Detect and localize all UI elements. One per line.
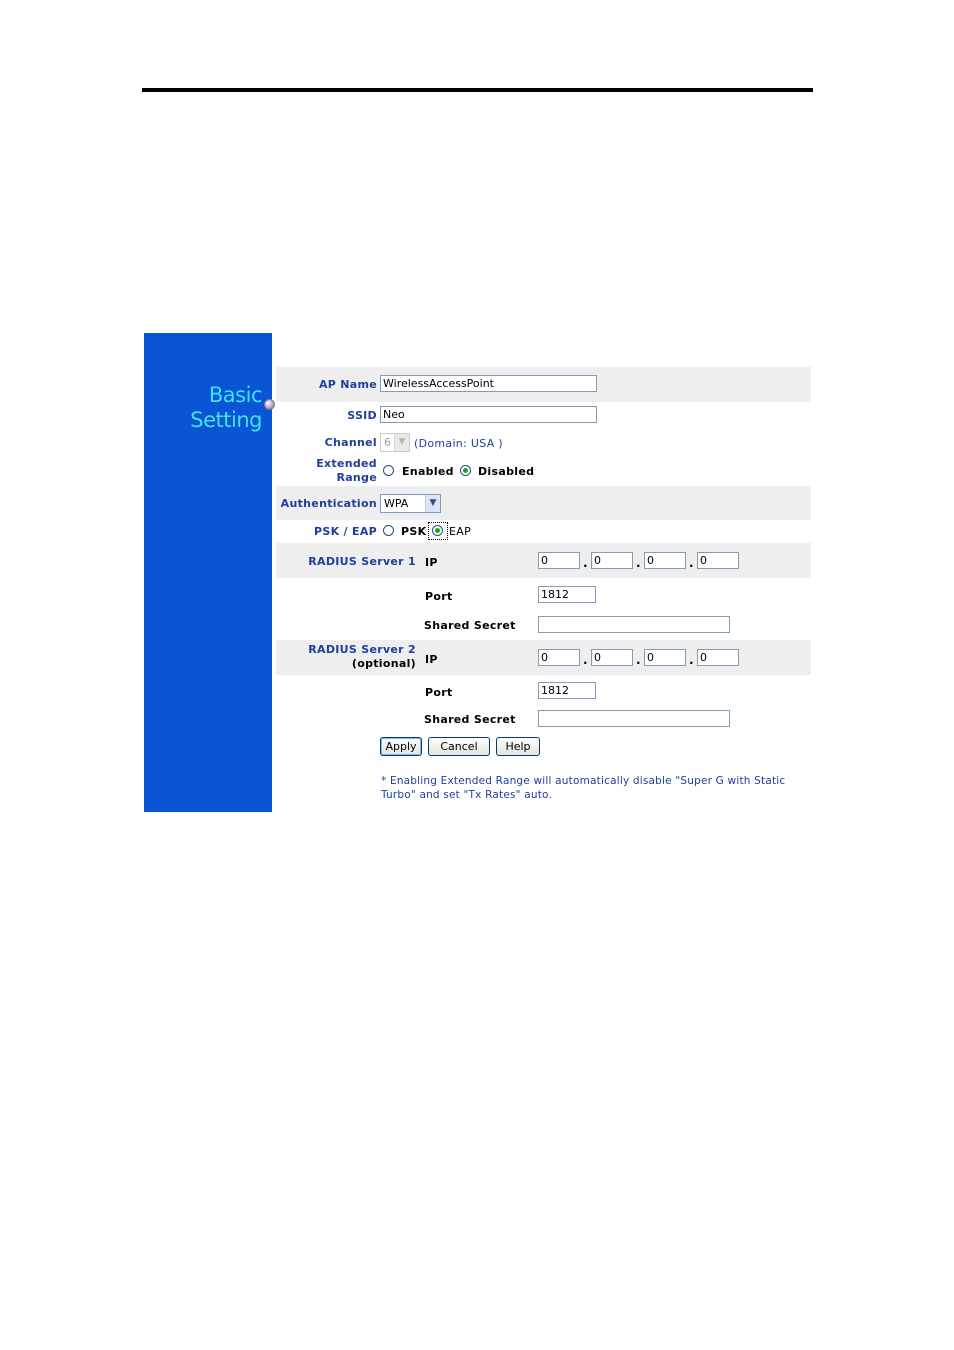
channel-select[interactable]: [380, 433, 410, 452]
psk-eap-label: PSK / EAP: [314, 525, 377, 538]
radius1-port-input[interactable]: 1812: [538, 586, 596, 603]
radius2-ip-octet1[interactable]: 0: [538, 649, 580, 666]
radius1-ip-octet3[interactable]: 0: [644, 552, 686, 569]
radius1-ip-octet1[interactable]: 0: [538, 552, 580, 569]
radius2-label-line2: (optional): [351, 657, 416, 670]
radius2-ip-octet3[interactable]: 0: [644, 649, 686, 666]
radius2-secret-label: Shared Secret: [424, 713, 516, 726]
radius2-secret-input[interactable]: [538, 710, 730, 727]
channel-label: Channel: [324, 436, 377, 449]
channel-value: 6: [384, 436, 391, 449]
ssid-input[interactable]: Neo: [380, 406, 597, 423]
ip-separator: .: [583, 556, 588, 570]
note-line1: * Enabling Extended Range will automatically disable "Super G with Static: [381, 775, 786, 787]
radius1-port-label: Port: [425, 590, 453, 603]
chevron-down-icon: ▼: [394, 434, 409, 451]
psk-label: PSK: [401, 525, 427, 538]
ip-separator: .: [636, 556, 641, 570]
ip-separator: .: [689, 653, 694, 667]
eap-label: EAP: [449, 525, 472, 538]
extended-range-label-line2: Range: [336, 471, 377, 484]
radius2-port-label: Port: [425, 686, 453, 699]
radius2-ip-octet4[interactable]: 0: [697, 649, 739, 666]
ap-name-label: AP Name: [318, 378, 377, 391]
top-rule: [142, 88, 813, 92]
bullet-icon: [264, 399, 275, 410]
radius1-ip-label: IP: [425, 556, 438, 569]
extended-range-disabled-label: Disabled: [478, 465, 535, 478]
ssid-label: SSID: [347, 409, 377, 422]
radius1-secret-input[interactable]: [538, 616, 730, 633]
authentication-label: Authentication: [280, 497, 377, 510]
note-line2: Turbo" and set "Tx Rates" auto.: [381, 789, 553, 801]
chevron-down-icon: ▼: [425, 495, 440, 512]
radius1-label: RADIUS Server 1: [308, 555, 416, 568]
ip-separator: .: [583, 653, 588, 667]
sidebar-title-line1: Basic: [208, 383, 262, 407]
authentication-value: WPA: [384, 497, 409, 510]
extended-range-label-line1: Extended: [316, 457, 377, 470]
help-button[interactable]: Help: [496, 737, 540, 756]
eap-radio[interactable]: [432, 525, 443, 536]
channel-domain: (Domain: USA ): [414, 437, 503, 450]
radius1-ip-octet2[interactable]: 0: [591, 552, 633, 569]
cancel-button[interactable]: Cancel: [428, 737, 490, 756]
extended-range-disabled-radio[interactable]: [460, 465, 471, 476]
apply-button[interactable]: Apply: [380, 737, 422, 756]
radius2-ip-octet2[interactable]: 0: [591, 649, 633, 666]
ap-name-input[interactable]: WirelessAccessPoint: [380, 375, 597, 392]
ip-separator: .: [689, 556, 694, 570]
sidebar: [144, 333, 272, 812]
radius1-ip-octet4[interactable]: 0: [697, 552, 739, 569]
psk-radio[interactable]: [383, 525, 394, 536]
radius2-port-input[interactable]: 1812: [538, 682, 596, 699]
radius2-label-line1: RADIUS Server 2: [308, 643, 416, 656]
extended-range-enabled-label: Enabled: [402, 465, 454, 478]
authentication-select[interactable]: [380, 494, 441, 513]
sidebar-title-line2: Setting: [190, 408, 262, 432]
radius2-ip-label: IP: [425, 653, 438, 666]
extended-range-enabled-radio[interactable]: [383, 465, 394, 476]
radius1-secret-label: Shared Secret: [424, 619, 516, 632]
ip-separator: .: [636, 653, 641, 667]
